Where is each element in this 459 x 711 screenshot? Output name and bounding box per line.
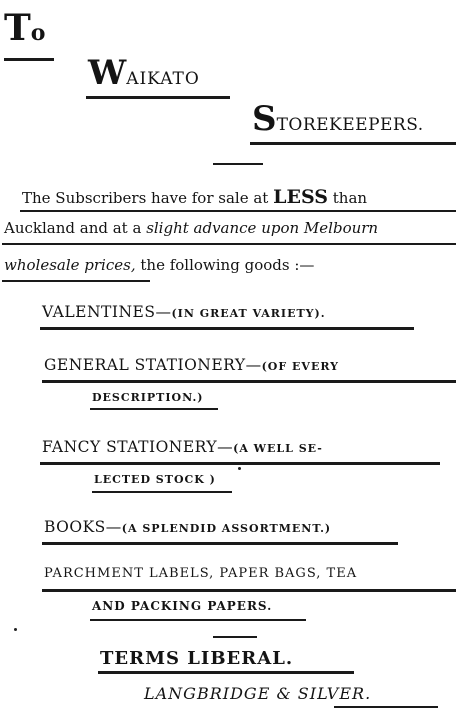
intro-line-1-underline [20,210,456,212]
item-general-note-2-underline [90,408,218,410]
intro-line-3: wholesale prices, the following goods :— [4,256,315,274]
ink-speck [238,467,241,470]
item-general-underline [42,380,456,383]
item-books-underline [42,542,398,545]
intro-line-2-underline [2,243,456,245]
item-general-stationery: GENERAL STATIONERY—(OF EVERY [44,356,339,374]
divider-top [213,163,263,165]
item-general-note-2: DESCRIPTION.) [92,391,204,404]
terms-underline [98,671,354,674]
heading-waikato-underline [86,96,230,99]
divider-bottom [213,636,257,638]
heading-to-underline [4,58,54,61]
heading-storekeepers-underline [250,142,456,145]
item-fancy-note-2-underline [92,491,232,493]
heading-to: To [4,7,46,49]
heading-waikato: WAIKATO [88,53,200,93]
item-books: BOOKS—(A SPLENDID ASSORTMENT.) [44,518,332,536]
item-valentines: VALENTINES—(IN GREAT VARIETY). [42,303,326,321]
terms-liberal: TERMS LIBERAL. [100,648,294,669]
intro-line-3-underline [2,280,150,282]
item-fancy-stationery: FANCY STATIONERY—(A WELL SE- [42,438,323,456]
item-parchment-line-1-underline [42,589,456,592]
heading-storekeepers: STOREKEEPERS. [252,99,424,139]
item-parchment-line-1: PARCHMENT LABELS, PAPER BAGS, TEA [44,566,358,581]
ink-speck [14,628,17,631]
item-fancy-note-2: LECTED STOCK ) [94,473,216,486]
intro-line-2: Auckland and at a slight advance upon Melbourn [4,219,379,237]
item-parchment-line-2: AND PACKING PAPERS. [92,599,273,613]
item-fancy-underline [40,462,440,465]
signature: LANGBRIDGE & SILVER. [144,684,372,703]
item-parchment-line-2-underline [90,619,306,621]
signature-underline [334,706,438,708]
intro-line-1: The Subscribers have for sale at LESS than [22,186,368,208]
item-valentines-underline [40,327,414,330]
